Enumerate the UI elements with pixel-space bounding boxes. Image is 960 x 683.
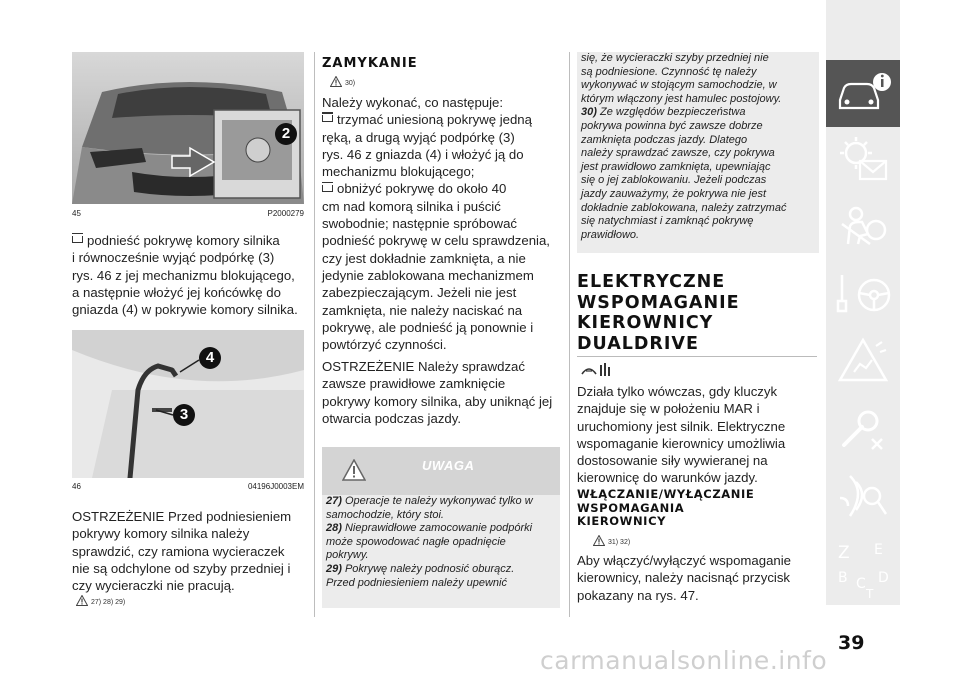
note-text: prawidłowo. <box>581 228 640 241</box>
multimedia-icon <box>826 462 900 529</box>
note-ref-number: 30) <box>581 106 600 119</box>
svg-text:Z: Z <box>838 543 850 563</box>
figure-45-number: 45 <box>72 209 81 218</box>
starting-driving-icon <box>826 261 900 328</box>
car-info-icon <box>826 60 900 127</box>
figure-46 <box>72 330 304 478</box>
figure-46-number: 46 <box>72 482 81 491</box>
warning-triangle-icon <box>342 459 366 481</box>
note-text: są podniesione. Czynność tę należy <box>581 65 757 78</box>
note-header <box>322 447 560 495</box>
index-icon <box>826 536 900 603</box>
note-text: Ze względów bezpieczeństwa <box>599 106 746 119</box>
heading-wlaczanie: WŁĄCZANIE/WYŁĄCZANIE WSPOMAGANIA KIEROWNICY <box>577 487 755 528</box>
car-front-illustration <box>72 52 304 204</box>
note-col3-line <box>581 188 815 202</box>
figure-46-callout-4: 4 <box>205 349 215 366</box>
note-col3-line <box>581 147 815 161</box>
tab-warning-lights[interactable] <box>826 127 900 194</box>
svg-text:E: E <box>874 542 883 558</box>
svg-text:D: D <box>878 570 889 586</box>
heading-wlaczanie-refs: 31) 32) <box>593 535 630 546</box>
figure-45-callout: 2 <box>281 125 291 142</box>
note-col2-line <box>326 563 556 577</box>
note-col2-line <box>326 549 556 563</box>
note-col3-line <box>581 120 815 134</box>
figure-46-code: 04196J0003EM <box>247 482 304 491</box>
tab-emergency[interactable] <box>826 328 900 395</box>
note-text: samochodzie, który stoi. <box>326 508 444 521</box>
note-col2-line <box>326 536 556 550</box>
note-col3-line <box>581 52 815 66</box>
note-text: się o jej zablokowaniu. Jeżeli podczas <box>581 174 767 187</box>
note-text: Pokrywę należy podnosić oburącz. <box>344 562 515 575</box>
bullet-icon <box>322 115 333 122</box>
note-col3-line <box>581 79 815 93</box>
page-number: 39 <box>838 632 865 654</box>
figure-45-caption <box>72 209 304 218</box>
note-text: pokrywa powinna być zawsze dobrze <box>581 119 763 132</box>
note-col3-line <box>581 66 815 80</box>
note-text: jazdy zauważymy, że pokrywa nie jest <box>581 187 767 200</box>
note-col2-line <box>326 522 556 536</box>
note-text: się natychmiast i zamknąć pokrywę <box>581 215 754 228</box>
warning-triangle-icon <box>76 595 88 606</box>
note-col2-line <box>326 509 556 523</box>
heading-dualdrive: ELEKTRYCZNE WSPOMAGANIE KIEROWNICY DUALDRIVE <box>577 272 740 354</box>
warning-triangle-icon <box>330 76 342 87</box>
maintenance-icon <box>826 395 900 462</box>
column-separator-1 <box>314 52 315 617</box>
note-text: którym włączony jest hamulec postojowy. <box>581 92 782 105</box>
col2-body: Należy wykonać, co następuje: trzymać uniesioną pokrywę jedną ręką, a drugą wyjąć podpórkę (3) rys. 46 z gniazda (4) i włożyć ją do mechanizmu blokującego; obniżyć pokrywę do około 40 cm nad komorą silnika i puścić swobodnie; następnie spróbować podnieść pokrywę w celu sprawdzenia, czy jest dokładnie zamknięta, a nie jedynie zablokowana mechanizmem zabezpieczającym. Jeżeli nie jest zamknięta, nie należy naciskać na pokrywę, ale podnieść ją ponownie i powtórzyć czynności. <box>322 95 550 353</box>
svg-text:C: C <box>856 576 866 592</box>
tab-starting-driving[interactable] <box>826 261 900 328</box>
emergency-icon <box>826 328 900 395</box>
note-text: Przed podniesieniem należy upewnić <box>326 576 507 589</box>
figure-45-code: P2000279 <box>267 209 304 218</box>
figure-46-caption <box>72 482 304 491</box>
column-separator-2 <box>569 52 570 617</box>
note-col3-line <box>581 93 815 107</box>
note-col3-line <box>581 215 815 229</box>
note-col2-line <box>326 577 556 591</box>
svg-text:T: T <box>866 587 874 601</box>
bullet-icon <box>72 236 83 243</box>
note-col3-line <box>581 106 815 120</box>
heading-zamykanie-ref: 30) <box>330 76 355 87</box>
warning-triangle-icon <box>593 535 605 546</box>
note-text: się, że wycieraczki szyby przedniej nie <box>581 52 769 64</box>
note-col3-line <box>581 174 815 188</box>
chapter-sidebar <box>826 0 900 605</box>
safety-icon <box>826 194 900 261</box>
note-ref-number: 28) <box>326 522 345 535</box>
note-text: wykonywać w stojącym samochodzie, w <box>581 79 777 92</box>
tab-multimedia[interactable] <box>826 462 900 529</box>
note-title: UWAGA <box>422 458 475 473</box>
heading-underline <box>577 356 817 357</box>
note-ref-number: 27) <box>326 495 345 507</box>
note-text: Operacje te należy wykonywać tylko w <box>344 495 533 507</box>
note-text: Nieprawidłowe zamocowanie podpórki <box>344 522 533 535</box>
note-text: jest prawidłowo zamknięta, upewniając <box>581 160 771 173</box>
svg-text:B: B <box>838 570 848 586</box>
note-ref-number: 29) <box>326 562 345 575</box>
warning-lights-icon <box>826 127 900 194</box>
bullet-icon <box>322 185 333 192</box>
tab-safety[interactable] <box>826 194 900 261</box>
note-col3-line <box>581 229 815 243</box>
tab-car-info[interactable] <box>826 60 900 127</box>
note-col3-line <box>581 134 815 148</box>
col1-refs: 27) 28) 29) <box>76 595 125 606</box>
note-body-col3 <box>577 52 819 253</box>
note-col3-line <box>581 202 815 216</box>
watermark: carmanualsonline.info <box>540 646 828 675</box>
note-col2-line <box>326 495 556 509</box>
note-text: może spowodować nagłe opadnięcie <box>326 535 506 548</box>
figure-45 <box>72 52 304 204</box>
steering-power-icon <box>580 362 614 378</box>
tab-index[interactable] <box>826 536 900 603</box>
col3-para1: Działa tylko wówczas, gdy kluczyk znajduje się w położeniu MAR i uruchomiony jest silnik. Elektryczne wspomaganie kierownicy umożliwia dostosowanie siły wywieranej na kierownicę do warunków jazdy. <box>577 384 786 486</box>
note-text: dokładnie zablokowana, należy zatrzymać <box>581 201 787 214</box>
note-text: zamknięta podczas jazdy. Dlatego <box>581 133 748 146</box>
col2-warning-para: OSTRZEŻENIE Należy sprawdzać zawsze prawidłowe zamknięcie pokrywy komory silnika, aby uniknąć jej otwarcia podczas jazdy. <box>322 359 553 426</box>
col1-para1: podnieść pokrywę komory silnika i równocześnie wyjąć podpórkę (3) rys. 46 z jej mechanizmu blokującego, a następnie włożyć jej końcówkę do gniazda (4) w pokrywie komory silnika. <box>72 233 298 318</box>
col1-para2: OSTRZEŻENIE Przed podniesieniem pokrywy komory silnika należy sprawdzić, czy ramiona wycieraczek nie są odchylone od szyby przedniej i czy wycieraczki nie pracują. <box>72 509 292 594</box>
note-text: pokrywy. <box>326 549 369 562</box>
figure-46-callout-3: 3 <box>179 406 189 423</box>
note-body-col2 <box>322 495 560 608</box>
tab-maintenance[interactable] <box>826 395 900 462</box>
heading-zamykanie: ZAMYKANIE <box>322 56 418 71</box>
col3-para2: Aby włączyć/wyłączyć wspomaganie kierownicy, należy nacisnąć przycisk pokazany na rys. 47. <box>577 553 792 603</box>
note-col3-line <box>581 161 815 175</box>
note-text: należy sprawdzać zawsze, czy pokrywa <box>581 147 775 160</box>
